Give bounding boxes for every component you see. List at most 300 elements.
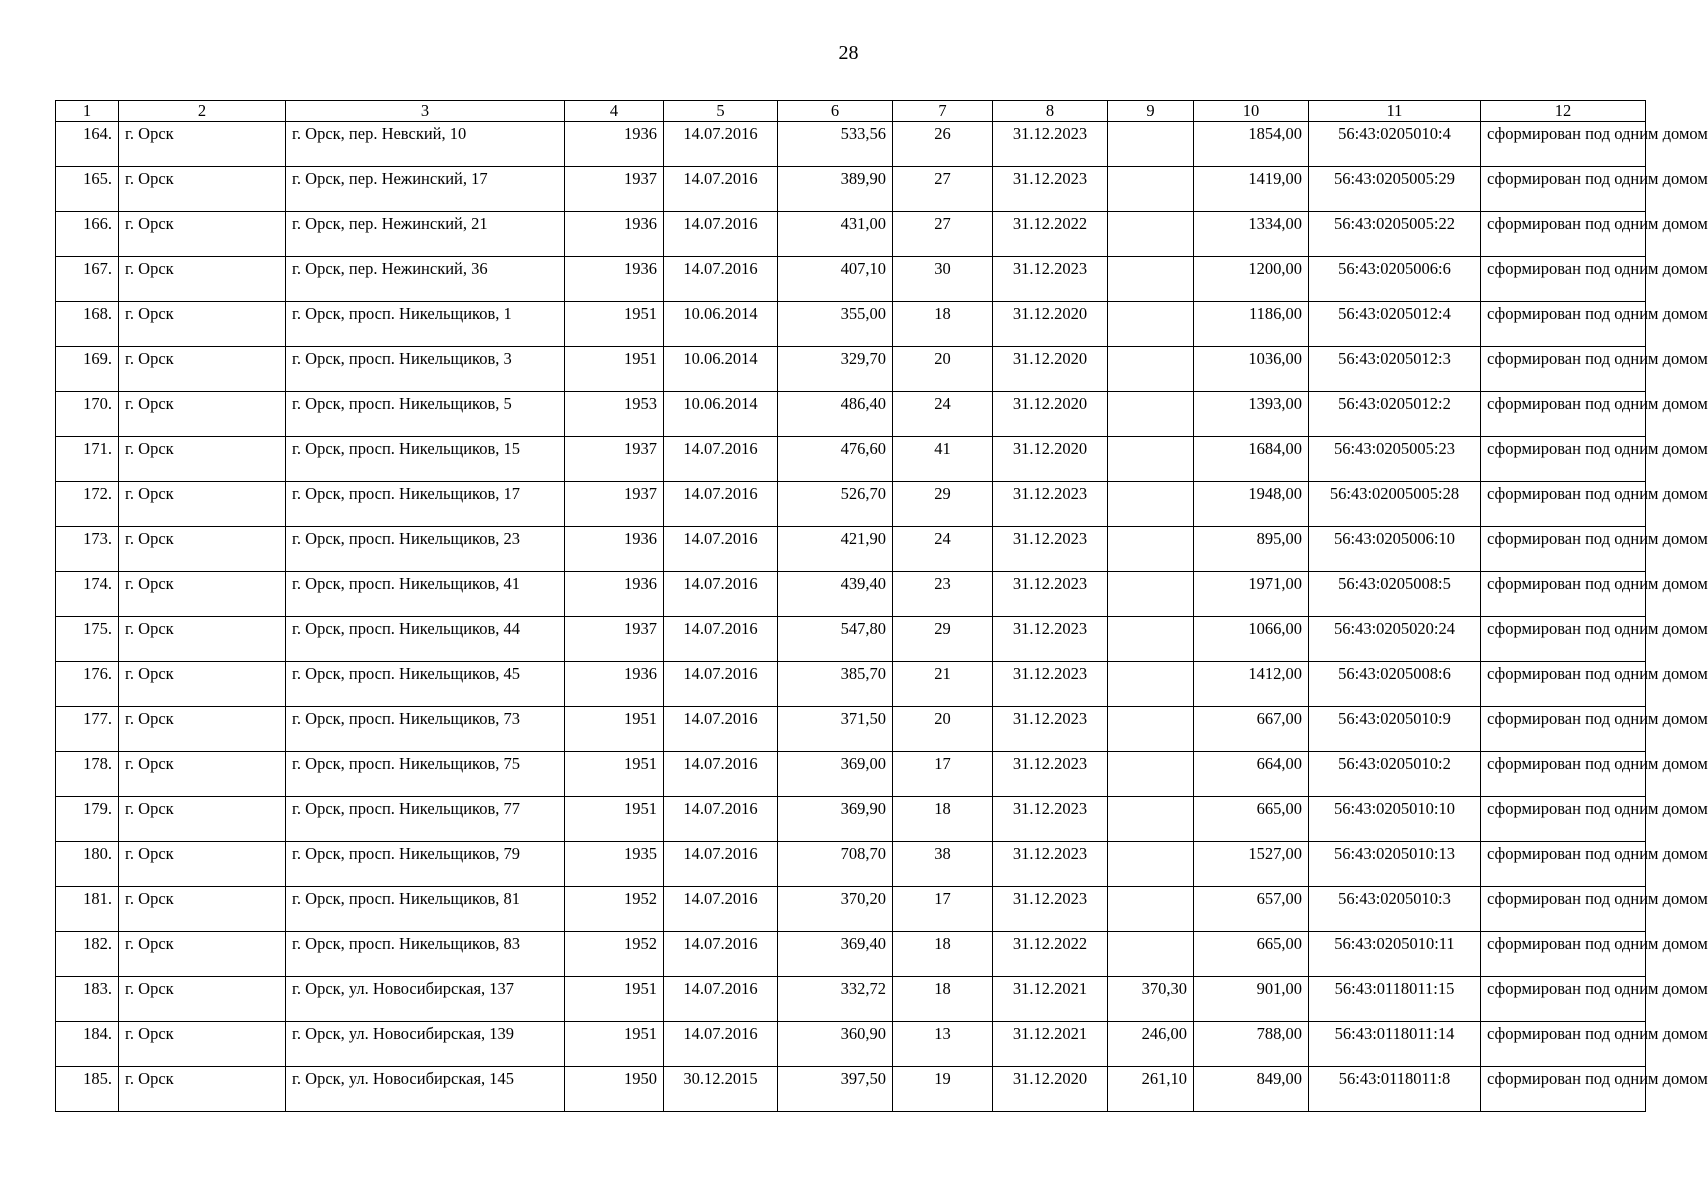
cell-date: 14.07.2016 [664,482,778,527]
cell-land-status: сформирован под одним домом [1481,212,1646,257]
cell-land-status: сформирован под одним домом [1481,437,1646,482]
cell-area: 407,10 [778,257,893,302]
cell-area: 371,50 [778,707,893,752]
table-row [56,527,1646,572]
cell-cadastral-number: 56:43:0205006:6 [1309,257,1481,302]
cell-residents: 23 [893,572,993,617]
column-header-1: 1 [56,101,119,122]
cell-year-built: 1952 [565,932,664,977]
cell-year-built: 1951 [565,797,664,842]
cell-date: 14.07.2016 [664,887,778,932]
cell-land-area: 1186,00 [1194,302,1309,347]
cell-land-status: сформирован под одним домом [1481,977,1646,1022]
cell-cadastral-number: 56:43:0205010:9 [1309,707,1481,752]
cell-land-area: 849,00 [1194,1067,1309,1112]
cell-cadastral-number: 56:43:0205010:2 [1309,752,1481,797]
cell-area-2 [1108,797,1194,842]
column-header-4: 4 [565,101,664,122]
cell-locality: г. Орск [119,887,286,932]
cell-land-area: 665,00 [1194,932,1309,977]
cell-address: г. Орск, пер. Невский, 10 [286,122,565,167]
cell-land-area: 1200,00 [1194,257,1309,302]
cell-address: г. Орск, пер. Нежинский, 36 [286,257,565,302]
cell-locality: г. Орск [119,617,286,662]
cell-row-number: 178. [56,752,119,797]
table-body [56,122,1708,1112]
cell-locality: г. Орск [119,752,286,797]
cell-area-2 [1108,392,1194,437]
table-row [56,752,1646,797]
cell-address: г. Орск, просп. Никельщиков, 45 [286,662,565,707]
cell-area-2 [1108,662,1194,707]
table-row [56,977,1646,1022]
cell-area-2 [1108,617,1194,662]
cell-locality: г. Орск [119,707,286,752]
cell-residents: 17 [893,752,993,797]
cell-row-number: 185. [56,1067,119,1112]
cell-land-status: сформирован под одним домом [1481,752,1646,797]
cell-area-2 [1108,122,1194,167]
cell-residents: 29 [893,617,993,662]
cell-land-area: 1948,00 [1194,482,1309,527]
cell-residents: 19 [893,1067,993,1112]
housing-registry-table [55,100,1708,1112]
table-row [56,1022,1646,1067]
cell-locality: г. Орск [119,122,286,167]
cell-land-area: 1419,00 [1194,167,1309,212]
cell-area: 329,70 [778,347,893,392]
table-row [56,212,1646,257]
table-row [56,302,1646,347]
cell-residents: 30 [893,257,993,302]
cell-area: 369,90 [778,797,893,842]
cell-row-number: 167. [56,257,119,302]
table-row [56,842,1646,887]
cell-date: 14.07.2016 [664,122,778,167]
cell-area-2: 370,30 [1108,977,1194,1022]
column-header-6: 6 [778,101,893,122]
cell-date: 10.06.2014 [664,392,778,437]
cell-date: 10.06.2014 [664,347,778,392]
cell-residents: 38 [893,842,993,887]
cell-cadastral-number: 56:43:0118011:8 [1309,1067,1481,1112]
cell-land-status: сформирован под одним домом [1481,482,1646,527]
cell-address: г. Орск, просп. Никельщиков, 44 [286,617,565,662]
cell-area: 526,70 [778,482,893,527]
cell-area: 369,40 [778,932,893,977]
cell-cadastral-number: 56:43:0205010:13 [1309,842,1481,887]
column-header-3: 3 [286,101,565,122]
cell-cadastral-number: 56:43:0118011:15 [1309,977,1481,1022]
cell-residents: 29 [893,482,993,527]
cell-residents: 17 [893,887,993,932]
cell-address: г. Орск, ул. Новосибирская, 137 [286,977,565,1022]
cell-deadline: 31.12.2020 [993,347,1108,392]
cell-address: г. Орск, ул. Новосибирская, 139 [286,1022,565,1067]
cell-deadline: 31.12.2022 [993,212,1108,257]
cell-area-2 [1108,347,1194,392]
cell-cadastral-number: 56:43:0205010:4 [1309,122,1481,167]
cell-address: г. Орск, просп. Никельщиков, 83 [286,932,565,977]
cell-area-2 [1108,212,1194,257]
cell-land-status: сформирован под одним домом [1481,662,1646,707]
cell-area-2 [1108,752,1194,797]
cell-land-area: 1393,00 [1194,392,1309,437]
cell-address: г. Орск, просп. Никельщиков, 73 [286,707,565,752]
cell-area-2 [1108,527,1194,572]
cell-deadline: 31.12.2023 [993,752,1108,797]
cell-year-built: 1951 [565,1022,664,1067]
cell-area: 486,40 [778,392,893,437]
cell-year-built: 1937 [565,617,664,662]
cell-deadline: 31.12.2023 [993,887,1108,932]
column-header-2: 2 [119,101,286,122]
cell-date: 14.07.2016 [664,932,778,977]
cell-land-area: 788,00 [1194,1022,1309,1067]
table-row [56,122,1646,167]
cell-deadline: 31.12.2020 [993,392,1108,437]
cell-residents: 18 [893,302,993,347]
cell-area: 533,56 [778,122,893,167]
cell-date: 14.07.2016 [664,167,778,212]
cell-area: 547,80 [778,617,893,662]
cell-area: 369,00 [778,752,893,797]
cell-row-number: 174. [56,572,119,617]
cell-locality: г. Орск [119,392,286,437]
cell-residents: 20 [893,347,993,392]
cell-year-built: 1951 [565,752,664,797]
cell-date: 14.07.2016 [664,572,778,617]
table-row [56,797,1646,842]
cell-locality: г. Орск [119,797,286,842]
cell-year-built: 1953 [565,392,664,437]
cell-address: г. Орск, просп. Никельщиков, 5 [286,392,565,437]
cell-residents: 21 [893,662,993,707]
cell-land-area: 1684,00 [1194,437,1309,482]
column-header-9: 9 [1108,101,1194,122]
cell-land-status: сформирован под одним домом [1481,1067,1646,1112]
cell-land-status: сформирован под одним домом [1481,1022,1646,1067]
cell-cadastral-number: 56:43:0205005:23 [1309,437,1481,482]
cell-cadastral-number: 56:43:0205012:3 [1309,347,1481,392]
cell-row-number: 169. [56,347,119,392]
cell-year-built: 1936 [565,257,664,302]
column-number-header [56,101,1646,122]
cell-locality: г. Орск [119,302,286,347]
table-row [56,617,1646,662]
cell-deadline: 31.12.2023 [993,707,1108,752]
table-row [56,572,1646,617]
cell-deadline: 31.12.2021 [993,1022,1108,1067]
cell-year-built: 1936 [565,212,664,257]
cell-locality: г. Орск [119,257,286,302]
cell-residents: 24 [893,527,993,572]
cell-address: г. Орск, просп. Никельщиков, 77 [286,797,565,842]
cell-year-built: 1950 [565,1067,664,1112]
cell-cadastral-number: 56:43:0205006:10 [1309,527,1481,572]
cell-date: 14.07.2016 [664,842,778,887]
table-row [56,1067,1646,1112]
cell-land-status: сформирован под одним домом [1481,707,1646,752]
cell-address: г. Орск, просп. Никельщиков, 75 [286,752,565,797]
cell-deadline: 31.12.2023 [993,797,1108,842]
cell-area-2 [1108,257,1194,302]
cell-date: 14.07.2016 [664,617,778,662]
cell-area: 708,70 [778,842,893,887]
cell-land-area: 664,00 [1194,752,1309,797]
table-row [56,887,1646,932]
cell-year-built: 1951 [565,302,664,347]
cell-row-number: 181. [56,887,119,932]
table-row [56,392,1646,437]
cell-date: 14.07.2016 [664,212,778,257]
cell-date: 14.07.2016 [664,257,778,302]
cell-row-number: 171. [56,437,119,482]
cell-locality: г. Орск [119,212,286,257]
cell-cadastral-number: 56:43:0205005:22 [1309,212,1481,257]
cell-area-2 [1108,482,1194,527]
cell-address: г. Орск, пер. Нежинский, 17 [286,167,565,212]
cell-year-built: 1936 [565,572,664,617]
cell-row-number: 173. [56,527,119,572]
cell-land-area: 667,00 [1194,707,1309,752]
cell-locality: г. Орск [119,482,286,527]
cell-land-area: 1854,00 [1194,122,1309,167]
cell-address: г. Орск, просп. Никельщиков, 41 [286,572,565,617]
cell-area: 385,70 [778,662,893,707]
cell-address: г. Орск, ул. Новосибирская, 145 [286,1067,565,1112]
cell-row-number: 166. [56,212,119,257]
cell-area-2 [1108,887,1194,932]
cell-deadline: 31.12.2020 [993,1067,1108,1112]
cell-cadastral-number: 56:43:0205010:10 [1309,797,1481,842]
column-header-8: 8 [993,101,1108,122]
cell-row-number: 164. [56,122,119,167]
table-row [56,662,1646,707]
cell-cadastral-number: 56:43:0205012:4 [1309,302,1481,347]
cell-residents: 13 [893,1022,993,1067]
cell-land-status: сформирован под одним домом [1481,842,1646,887]
cell-land-status: сформирован под одним домом [1481,617,1646,662]
cell-area: 360,90 [778,1022,893,1067]
cell-row-number: 176. [56,662,119,707]
cell-land-area: 1066,00 [1194,617,1309,662]
cell-area: 389,90 [778,167,893,212]
cell-deadline: 31.12.2023 [993,842,1108,887]
cell-locality: г. Орск [119,167,286,212]
cell-address: г. Орск, просп. Никельщиков, 15 [286,437,565,482]
cell-year-built: 1951 [565,707,664,752]
cell-year-built: 1936 [565,662,664,707]
cell-area-2 [1108,437,1194,482]
cell-row-number: 180. [56,842,119,887]
cell-date: 14.07.2016 [664,527,778,572]
cell-land-area: 657,00 [1194,887,1309,932]
cell-deadline: 31.12.2023 [993,122,1108,167]
table-row [56,707,1646,752]
cell-deadline: 31.12.2023 [993,572,1108,617]
cell-residents: 26 [893,122,993,167]
cell-land-area: 1971,00 [1194,572,1309,617]
cell-row-number: 179. [56,797,119,842]
cell-date: 30.12.2015 [664,1067,778,1112]
cell-cadastral-number: 56:43:0205012:2 [1309,392,1481,437]
cell-area: 476,60 [778,437,893,482]
cell-area-2 [1108,572,1194,617]
cell-address: г. Орск, просп. Никельщиков, 23 [286,527,565,572]
table-row [56,482,1646,527]
cell-locality: г. Орск [119,842,286,887]
cell-land-status: сформирован под одним домом [1481,392,1646,437]
cell-date: 14.07.2016 [664,1022,778,1067]
cell-residents: 18 [893,797,993,842]
cell-land-status: сформирован под одним домом [1481,257,1646,302]
cell-row-number: 170. [56,392,119,437]
cell-cadastral-number: 56:43:0205008:5 [1309,572,1481,617]
cell-residents: 20 [893,707,993,752]
cell-land-status: сформирован под одним домом [1481,932,1646,977]
table-row [56,167,1646,212]
cell-date: 14.07.2016 [664,752,778,797]
cell-row-number: 175. [56,617,119,662]
cell-year-built: 1952 [565,887,664,932]
cell-deadline: 31.12.2023 [993,617,1108,662]
cell-land-status: сформирован под одним домом [1481,572,1646,617]
cell-date: 14.07.2016 [664,437,778,482]
page-number: 28 [838,42,859,64]
cell-cadastral-number: 56:43:0205010:11 [1309,932,1481,977]
column-header-7: 7 [893,101,993,122]
cell-address: г. Орск, просп. Никельщиков, 1 [286,302,565,347]
cell-address: г. Орск, просп. Никельщиков, 17 [286,482,565,527]
cell-cadastral-number: 56:43:0118011:14 [1309,1022,1481,1067]
cell-year-built: 1937 [565,437,664,482]
cell-area-2: 246,00 [1108,1022,1194,1067]
cell-year-built: 1951 [565,977,664,1022]
cell-residents: 27 [893,167,993,212]
cell-land-status: сформирован под одним домом [1481,797,1646,842]
cell-land-status: сформирован под одним домом [1481,302,1646,347]
table-row [56,437,1646,482]
cell-area-2 [1108,707,1194,752]
cell-land-status: сформирован под одним домом [1481,887,1646,932]
cell-locality: г. Орск [119,347,286,392]
cell-land-area: 1412,00 [1194,662,1309,707]
cell-date: 14.07.2016 [664,707,778,752]
cell-cadastral-number: 56:43:02005005:28 [1309,482,1481,527]
cell-land-status: сформирован под одним домом [1481,527,1646,572]
cell-row-number: 165. [56,167,119,212]
cell-land-area: 1527,00 [1194,842,1309,887]
cell-year-built: 1936 [565,527,664,572]
cell-locality: г. Орск [119,977,286,1022]
cell-land-area: 1334,00 [1194,212,1309,257]
cell-deadline: 31.12.2023 [993,662,1108,707]
cell-land-area: 1036,00 [1194,347,1309,392]
cell-land-status: сформирован под одним домом [1481,122,1646,167]
cell-area-2 [1108,932,1194,977]
cell-cadastral-number: 56:43:0205020:24 [1309,617,1481,662]
cell-address: г. Орск, просп. Никельщиков, 81 [286,887,565,932]
cell-deadline: 31.12.2023 [993,527,1108,572]
cell-date: 10.06.2014 [664,302,778,347]
cell-area: 421,90 [778,527,893,572]
cell-year-built: 1935 [565,842,664,887]
cell-cadastral-number: 56:43:0205005:29 [1309,167,1481,212]
cell-year-built: 1936 [565,122,664,167]
column-header-12: 12 [1481,101,1646,122]
cell-row-number: 177. [56,707,119,752]
cell-land-area: 895,00 [1194,527,1309,572]
cell-area: 397,50 [778,1067,893,1112]
cell-residents: 24 [893,392,993,437]
cell-deadline: 31.12.2023 [993,257,1108,302]
cell-locality: г. Орск [119,572,286,617]
cell-locality: г. Орск [119,1067,286,1112]
cell-residents: 41 [893,437,993,482]
cell-locality: г. Орск [119,662,286,707]
cell-residents: 27 [893,212,993,257]
cell-year-built: 1937 [565,482,664,527]
cell-deadline: 31.12.2022 [993,932,1108,977]
cell-row-number: 168. [56,302,119,347]
cell-area-2 [1108,302,1194,347]
cell-area-2 [1108,167,1194,212]
cell-area: 332,72 [778,977,893,1022]
cell-locality: г. Орск [119,527,286,572]
cell-deadline: 31.12.2023 [993,167,1108,212]
cell-deadline: 31.12.2023 [993,482,1108,527]
cell-locality: г. Орск [119,1022,286,1067]
column-header-11: 11 [1309,101,1481,122]
cell-area: 370,20 [778,887,893,932]
cell-row-number: 184. [56,1022,119,1067]
cell-date: 14.07.2016 [664,797,778,842]
cell-date: 14.07.2016 [664,662,778,707]
cell-address: г. Орск, пер. Нежинский, 21 [286,212,565,257]
cell-residents: 18 [893,977,993,1022]
table-row [56,257,1646,302]
cell-deadline: 31.12.2020 [993,302,1108,347]
cell-area-2 [1108,842,1194,887]
cell-land-area: 665,00 [1194,797,1309,842]
column-header-5: 5 [664,101,778,122]
cell-row-number: 182. [56,932,119,977]
cell-land-status: сформирован под одним домом [1481,347,1646,392]
cell-cadastral-number: 56:43:0205010:3 [1309,887,1481,932]
cell-land-status: сформирован под одним домом [1481,167,1646,212]
cell-row-number: 183. [56,977,119,1022]
cell-deadline: 31.12.2021 [993,977,1108,1022]
cell-address: г. Орск, просп. Никельщиков, 79 [286,842,565,887]
cell-land-area: 901,00 [1194,977,1309,1022]
cell-cadastral-number: 56:43:0205008:6 [1309,662,1481,707]
cell-year-built: 1937 [565,167,664,212]
cell-locality: г. Орск [119,437,286,482]
cell-date: 14.07.2016 [664,977,778,1022]
cell-address: г. Орск, просп. Никельщиков, 3 [286,347,565,392]
cell-locality: г. Орск [119,932,286,977]
cell-deadline: 31.12.2020 [993,437,1108,482]
cell-residents: 18 [893,932,993,977]
cell-area: 439,40 [778,572,893,617]
cell-year-built: 1951 [565,347,664,392]
table-row [56,347,1646,392]
cell-area: 431,00 [778,212,893,257]
column-header-10: 10 [1194,101,1309,122]
cell-area: 355,00 [778,302,893,347]
cell-row-number: 172. [56,482,119,527]
